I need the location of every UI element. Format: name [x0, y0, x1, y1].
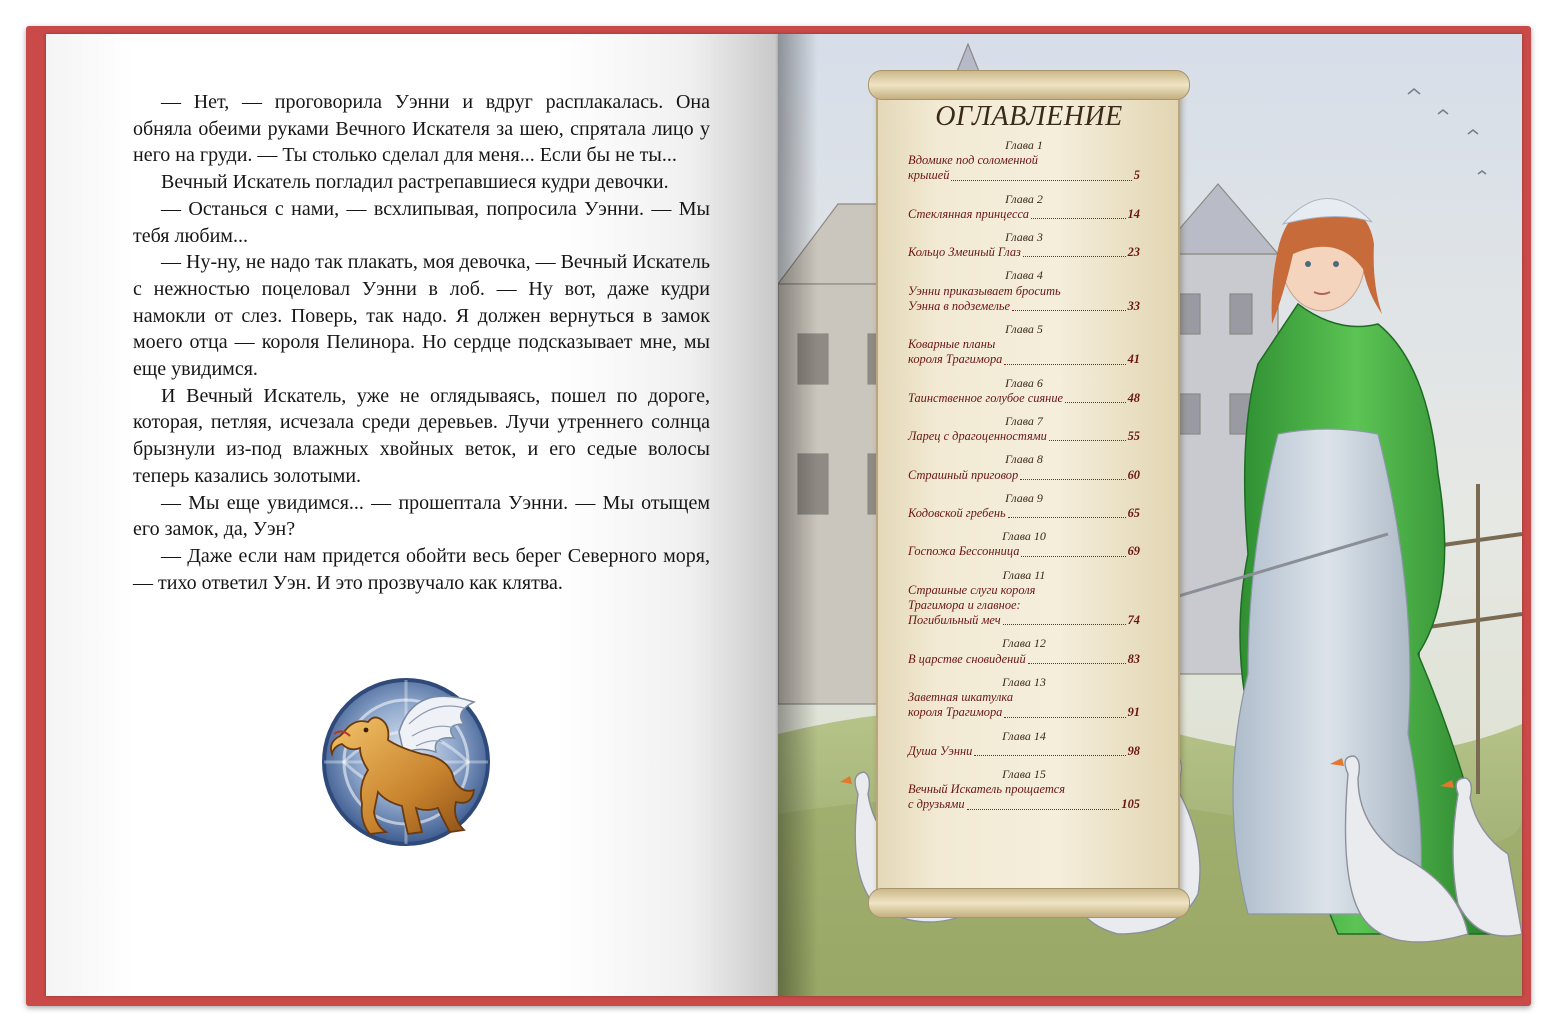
toc-title-line: [908, 797, 1140, 812]
toc-chapter-label: Глава 9: [1005, 490, 1043, 505]
toc-title-line: Вдомике под соломенной: [908, 153, 1038, 168]
toc-title-text: Госпожа Бессонница: [908, 544, 1020, 559]
toc-leader-dots: [974, 755, 1125, 756]
toc-entry[interactable]: [908, 452, 1140, 482]
toc-entry[interactable]: [908, 529, 1140, 559]
toc-title-line: Вечный Искатель прощается: [908, 782, 1066, 797]
toc-title-text: Страшный приговор: [908, 467, 1019, 482]
toc-page-number: 69: [1127, 544, 1140, 559]
toc-title-text: В царстве сновидений: [908, 651, 1026, 666]
story-paragraph: — Мы еще увидимся... — прошептала Уэнни. — Мы отыщем его замок, да, Уэн?: [133, 491, 710, 541]
toc-title-line: [908, 207, 1140, 222]
toc-entry[interactable]: [908, 192, 1140, 222]
toc-title-text: Таинственное голубое сияние: [908, 390, 1064, 405]
toc-leader-dots: [1020, 479, 1125, 480]
toc-entry[interactable]: [908, 491, 1140, 521]
toc-title-text: Кодовской гребень: [908, 506, 1006, 521]
toc-page-number: 55: [1127, 429, 1140, 444]
toc-leader-dots: [1065, 402, 1126, 403]
left-page: [46, 34, 778, 996]
toc-leader-dots: [951, 180, 1131, 181]
toc-entry[interactable]: [908, 230, 1140, 260]
toc-page-number: 14: [1127, 206, 1140, 221]
right-page-illustration: [778, 34, 1522, 996]
table-of-contents: [908, 100, 1140, 821]
toc-page-number: 74: [1127, 613, 1140, 628]
story-paragraph: — Ну-ну, не надо так плакать, моя девочка, — Вечный Искатель с нежностью поцеловал Уэнни в лоб. — Ну вот, даже кудри намокли от слез. Поверь, так надо. Я должен вернуться в замок моего отца — короля Пелинора. Но сердце подсказывает мне, мы еще увидимся.: [133, 251, 711, 381]
toc-page-number: 83: [1127, 651, 1140, 666]
toc-title-line: Страшные слуги короля: [908, 582, 1036, 597]
toc-title-text: Уэнна в подземелье: [908, 298, 1011, 313]
toc-leader-dots: [1004, 364, 1125, 365]
toc-leader-dots: [1012, 310, 1126, 311]
toc-entry[interactable]: [908, 675, 1140, 721]
scroll-roll-bottom: [868, 888, 1190, 918]
toc-page-number: 105: [1121, 797, 1140, 812]
toc-chapter-label: Глава 1: [1005, 138, 1043, 152]
toc-page-number: 91: [1127, 705, 1140, 720]
toc-title-line: [908, 506, 1140, 521]
toc-entry[interactable]: [908, 322, 1140, 368]
toc-title-line: [908, 705, 1140, 720]
toc-title-text: короля Трагимора: [908, 352, 1003, 367]
scroll-roll-top: [868, 70, 1190, 100]
toc-title-text: Стеклянная принцесса: [908, 206, 1029, 221]
toc-chapter-label: Глава 6: [1005, 375, 1043, 390]
griffin-medallion-icon: [304, 662, 504, 862]
toc-title-line: Заветная шкатулка: [908, 690, 1014, 705]
toc-leader-dots: [967, 809, 1120, 810]
toc-leader-dots: [1028, 663, 1126, 664]
toc-entry[interactable]: [908, 767, 1140, 813]
toc-entry[interactable]: [908, 414, 1140, 444]
toc-title-line: [908, 652, 1140, 667]
story-paragraph: И Вечный Искатель, уже не оглядываясь, пошел по дороге, которая, петляя, исчезала среди деревьев. Лучи утреннего солнца брызнули из-под влажных хвойных веток, и его седые волосы теперь казались золотыми.: [133, 384, 710, 487]
toc-leader-dots: [1031, 218, 1126, 219]
toc-title-line: [908, 544, 1140, 559]
toc-page-number: 41: [1127, 352, 1140, 367]
toc-entry[interactable]: [908, 729, 1140, 759]
toc-chapter-label: Глава 15: [1002, 766, 1046, 781]
toc-entry[interactable]: [908, 376, 1140, 406]
toc-chapter-label: Глава 7: [1005, 414, 1043, 429]
toc-title-text: крышей: [908, 168, 950, 183]
toc-chapter-label: Глава 12: [1002, 636, 1046, 651]
toc-title-line: [908, 613, 1140, 628]
toc-chapter-label: Глава 4: [1005, 268, 1043, 283]
toc-chapter-label: Глава 8: [1005, 452, 1043, 467]
toc-title-line: [908, 352, 1140, 367]
toc-title-line: [908, 391, 1140, 406]
toc-title-line: [908, 429, 1140, 444]
story-paragraph: Вечный Искатель погладил растрепавшиеся кудри девочки.: [161, 171, 669, 194]
toc-title-text: с друзьями: [908, 797, 965, 812]
toc-page-number: 60: [1127, 467, 1140, 482]
toc-page-number: 48: [1127, 390, 1140, 405]
story-paragraph: — Даже если нам придется обойти весь берег Северного моря, — тихо ответил Уэн. И это прозвучало как клятва.: [133, 544, 710, 594]
toc-leader-dots: [1004, 717, 1125, 718]
toc-entry[interactable]: [908, 268, 1140, 314]
toc-title-text: Кольцо Змеиный Глаз: [908, 245, 1021, 260]
story-paragraph: — Нет, — проговорила Уэнни и вдруг расплакалась. Она обняла обеими руками Вечного Искателя за шею, спрятала лицо у него на груди. — Ты столько сделал для меня... Если бы не ты...: [133, 91, 710, 167]
toc-entry[interactable]: [908, 138, 1140, 184]
toc-page-number: 5: [1133, 168, 1140, 183]
toc-title-line: [908, 468, 1140, 483]
toc-page-number: 65: [1127, 506, 1140, 521]
toc-title-line: [908, 245, 1140, 260]
toc-title-line: [908, 299, 1140, 314]
toc-page-number: 23: [1127, 245, 1140, 260]
toc-leader-dots: [1008, 517, 1126, 518]
toc-chapter-label: Глава 11: [1002, 567, 1046, 582]
toc-page-number: 33: [1127, 298, 1140, 313]
toc-title-text: Душа Уэнни: [908, 743, 973, 758]
toc-list: [908, 138, 1140, 813]
toc-chapter-label: Глава 5: [1005, 322, 1043, 337]
toc-title-line: [908, 168, 1140, 183]
toc-leader-dots: [1049, 440, 1126, 441]
toc-chapter-label: Глава 3: [1005, 230, 1043, 245]
toc-chapter-label: Глава 14: [1002, 728, 1046, 743]
toc-title-text: Ларец с драгоценностями: [908, 429, 1047, 444]
toc-title-text: короля Трагимора: [908, 705, 1003, 720]
toc-title-line: Трагимора и главное:: [908, 598, 1021, 613]
toc-title-line: Коварные планы: [908, 337, 996, 352]
story-paragraph: — Останься с нами, — всхлипывая, попросила Уэнни. — Мы тебя любим...: [133, 197, 710, 247]
spine-shadow: [778, 34, 818, 996]
toc-chapter-label: Глава 13: [1002, 674, 1046, 689]
toc-title: ОГЛАВЛЕНИЕ: [935, 101, 1123, 132]
toc-entry[interactable]: [908, 636, 1140, 666]
toc-leader-dots: [1023, 256, 1126, 257]
toc-leader-dots: [1021, 556, 1125, 557]
toc-chapter-label: Глава 2: [1005, 191, 1043, 206]
toc-title-line: [908, 744, 1140, 759]
toc-page-number: 98: [1127, 743, 1140, 758]
toc-title-line: Уэнни приказывает бросить: [908, 283, 1061, 298]
story-text: [133, 89, 710, 596]
toc-title-text: Погибильный меч: [908, 613, 1001, 628]
toc-entry[interactable]: [908, 568, 1140, 629]
toc-leader-dots: [1003, 624, 1126, 625]
toc-chapter-label: Глава 10: [1002, 529, 1046, 544]
